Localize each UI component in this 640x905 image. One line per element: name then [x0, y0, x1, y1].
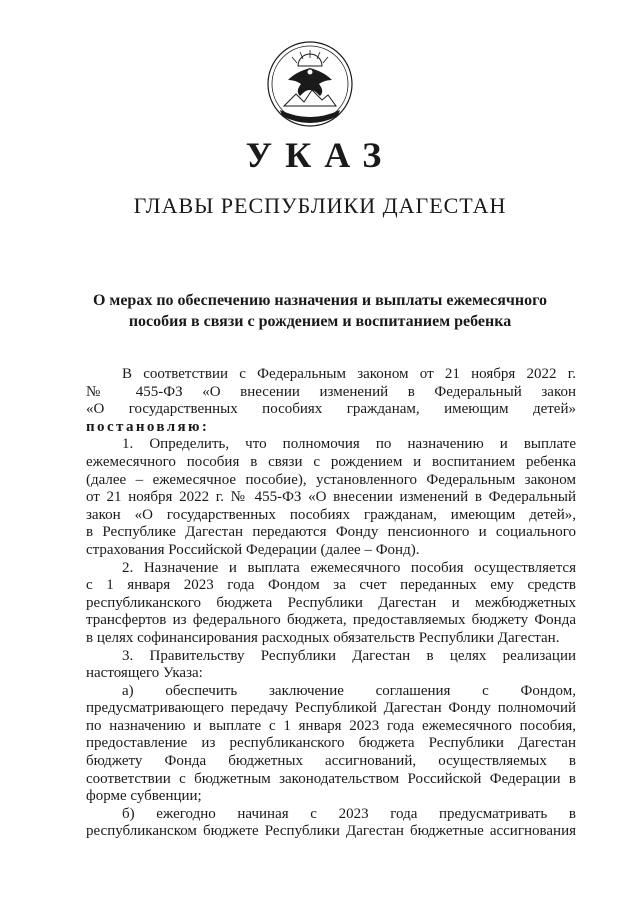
decree-heading [80, 290, 560, 332]
decree-body [86, 366, 576, 841]
body-line: предусматривающего передачу Республикой Дагестан Фонду полномочий [86, 700, 576, 717]
coat-of-arms-icon [266, 40, 354, 128]
body-line: в целях софинансирования расходных обязательств Республики Дагестан. [86, 629, 560, 646]
decree-heading-line: О мерах по обеспечению назначения и выплаты ежемесячного [92, 292, 548, 309]
body-line: настоящего Указа: [86, 665, 203, 682]
body-line: трансфертов из федерального бюджета, предоставляемых бюджету Фонда [86, 612, 576, 629]
body-line: республиканского бюджета Республики Дагестан и межбюджетных [86, 594, 576, 611]
body-line: 1. Определить, что полномочия по назначению и выплате [122, 436, 576, 453]
document-subtitle: ГЛАВЫ РЕСПУБЛИКИ ДАГЕСТАН [133, 193, 507, 218]
body-line: по назначению и выплате с 1 января 2023 года ежемесячного пособия, [86, 717, 576, 734]
body-line: В соответствии с Федеральным законом от 21 ноября 2022 г. [122, 366, 576, 382]
body-line: форме субвенции; [86, 788, 202, 805]
body-line: страхования Российской Федерации (далее – Фонд). [86, 541, 420, 558]
body-line: а) обеспечить заключение соглашения с Фондом, [122, 682, 576, 699]
body-line: 2. Назначение и выплата ежемесячного пособия осуществляется [122, 559, 576, 576]
body-line: бюджету Фонда бюджетных ассигнований, осуществляемых в [86, 753, 576, 770]
body-line: от 21 ноября 2022 г. № 455-ФЗ «О внесении изменений в Федеральный [86, 489, 576, 506]
body-line: с 1 января 2023 года Фондом за счет переданных ему средств [86, 577, 576, 594]
body-line: № 455-ФЗ «О внесении изменений в Федеральный закон [86, 383, 576, 400]
body-line: ежемесячного пособия в связи с рождением и воспитанием ребенка [86, 453, 576, 470]
document-title: УКАЗ [245, 135, 395, 175]
body-line: закон «О государственных пособиях гражданам, имеющим детей», [86, 506, 576, 523]
body-line: «О государственных пособиях гражданам, имеющим детей» [86, 401, 576, 418]
body-line: б) ежегодно начиная с 2023 года предусматривать в [122, 805, 576, 822]
body-line: в Республике Дагестан передаются Фонду пенсионного и социального [86, 524, 576, 541]
decree-heading-line: пособия в связи с рождением и воспитанием ребенка [128, 313, 512, 330]
body-line: предоставление из республиканского бюджета Республики Дагестан [86, 735, 576, 752]
decree-word: постановляю: [86, 418, 210, 435]
body-line: республиканском бюджете Республики Дагестан бюджетные ассигнования [86, 823, 576, 840]
body-line: 3. Правительству Республики Дагестан в целях реализации [122, 647, 576, 664]
body-line: (далее – ежемесячное пособие), установленного Федеральным законом [86, 471, 576, 488]
body-line: соответствии с бюджетным законодательством Российской Федерации в [86, 770, 576, 787]
